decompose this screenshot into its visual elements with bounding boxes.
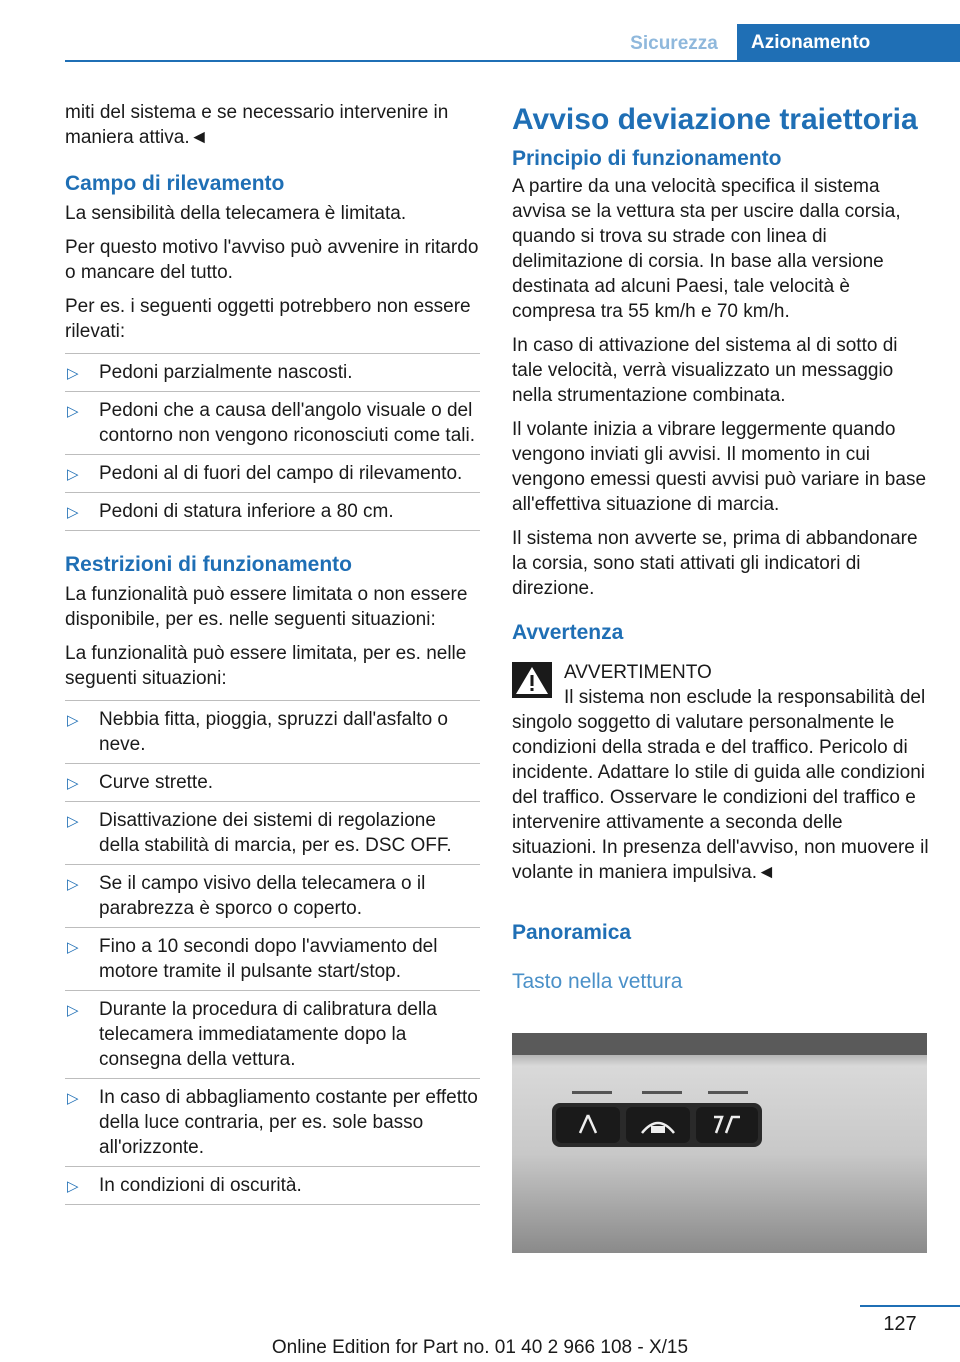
paragraph: In caso di attivazione del sistema al di sotto di tale velocità, verrà visualizzato un messaggio nella strumentazione combinata. (512, 335, 898, 406)
list-item-text: Pedoni che a causa dell'angolo visuale o del contorno non vengono riconosciuti come tali. (99, 400, 476, 446)
paragraph: La funzionalità può essere limitata o non essere disponibile, per es. nelle seguenti situazioni: (65, 584, 468, 630)
list-item (65, 927, 480, 990)
paragraph: Per questo motivo l'avviso può avvenire in ritardo o mancare del tutto. (65, 237, 479, 283)
intro-text: miti del sistema e se necessario intervenire in maniera attiva.◄ (65, 102, 449, 148)
list-item (65, 864, 480, 927)
warning-heading: AVVERTIMENTO (564, 662, 712, 683)
warning-body: Il sistema non esclude la responsabilità del singolo soggetto di valutare personalmente le condizioni della strada e del traffico. Pericolo di incidente. Adattare lo stile di guida alle condizioni del traffico. Osservare le condizioni del traffico e intervenire attivamente a seconda delle situazioni. In presenza dell'avviso, non muovere il volante in maniera impulsiva.◄ (512, 687, 929, 883)
paragraph: A partire da una velocità specifica il sistema avvisa se la vettura sta per uscire dalla corsia, quando si trova su strade con linea di delimitazione di corsia. In base alla versione destinata ad alcuni Paesi, tale velocità è compresa tra 55 km/h e 70 km/h. (512, 176, 901, 322)
list-item (65, 391, 480, 454)
triangle-bullet-icon: ▷ (67, 1178, 79, 1195)
list-item-text: Pedoni di statura inferiore a 80 cm. (99, 501, 394, 522)
section-title-campo: Campo di rilevamento (65, 172, 285, 195)
section-title-tasto: Tasto nella vettura (512, 970, 683, 993)
right-column (512, 100, 932, 999)
triangle-bullet-icon: ▷ (67, 365, 79, 382)
paragraph: Il volante inizia a vibrare leggermente quando vengono inviati gli avvisi. Il momento in cui vengono emessi questi avvisi può variare in base all'effettiva situazione di marcia. (512, 419, 927, 515)
section-title-avvertenza: Avvertenza (512, 621, 624, 644)
list-item-text: In caso di abbagliamento costante per effetto della luce contraria, per es. sole basso all'orizzonte. (99, 1087, 478, 1158)
triangle-bullet-icon: ▷ (67, 712, 79, 729)
list-item (65, 1166, 480, 1205)
paragraph: Per es. i seguenti oggetti potrebbero non essere rilevati: (65, 296, 471, 342)
list-item (65, 990, 480, 1078)
list-item (65, 492, 480, 531)
page-number: 127 (883, 1313, 917, 1335)
triangle-bullet-icon: ▷ (67, 1002, 79, 1019)
triangle-bullet-icon: ▷ (67, 1090, 79, 1107)
list-item-text: Pedoni al di fuori del campo di rilevamento. (99, 463, 463, 484)
section-title-panoramica: Panoramica (512, 921, 632, 944)
paragraph: Il sistema non avverte se, prima di abbandonare la corsia, sono stati attivati gli indicatori di direzione. (512, 528, 918, 599)
button-speed-limit[interactable] (696, 1107, 758, 1143)
section-title-principio: Principio di funzionamento (512, 147, 782, 170)
list-item (65, 700, 480, 763)
list-item (65, 763, 480, 801)
warning-block (512, 660, 932, 685)
list-item-text: Disattivazione dei sistemi di regolazione della stabilità di marcia, per es. DSC OFF. (99, 810, 452, 856)
list-item-text: Curve strette. (99, 772, 214, 793)
list-item (65, 454, 480, 492)
footer-rule (860, 1305, 960, 1307)
triangle-bullet-icon: ▷ (67, 466, 79, 483)
list-item-text: Durante la procedura di calibratura della telecamera immediatamente dopo la consegna della vettura. (99, 999, 437, 1070)
triangle-bullet-icon: ▷ (67, 504, 79, 521)
list-item-text: Fino a 10 secondi dopo l'avviamento del motore tramite il pulsante start/stop. (99, 936, 438, 982)
list-item-text: Se il campo visivo della telecamera o il parabrezza è sporco o coperto. (99, 873, 426, 919)
section-title-restrizioni: Restrizioni di funzionamento (65, 553, 352, 576)
list-item-text: Pedoni parzialmente nascosti. (99, 362, 353, 383)
footer-edition: Online Edition for Part no. 01 40 2 966 108 - X/15 (271, 1337, 689, 1358)
triangle-bullet-icon: ▷ (67, 775, 79, 792)
triangle-bullet-icon: ▷ (67, 876, 79, 893)
warning-triangle-icon (512, 662, 552, 698)
list-item-text: In condizioni di oscurità. (99, 1175, 302, 1196)
list-restrizioni (65, 700, 480, 1205)
list-item-text: Nebbia fitta, pioggia, spruzzi dall'asfalto o neve. (99, 709, 448, 755)
button-collision-warning[interactable] (626, 1107, 690, 1143)
tab-sicurezza[interactable]: Sicurezza (630, 33, 718, 54)
paragraph: La funzionalità può essere limitata, per es. nelle seguenti situazioni: (65, 643, 467, 689)
tab-azionamento[interactable]: Azionamento (737, 24, 960, 62)
paragraph: La sensibilità della telecamera è limitata. (65, 203, 407, 224)
list-item (65, 1078, 480, 1166)
list-item (65, 801, 480, 864)
triangle-bullet-icon: ▷ (67, 403, 79, 420)
triangle-bullet-icon: ▷ (67, 939, 79, 956)
page-title: Avviso deviazione traiettoria (512, 103, 918, 136)
lane-departure-button-photo (512, 1033, 927, 1253)
left-column (65, 100, 480, 1205)
button-lane-warning[interactable] (556, 1107, 620, 1143)
warning-text (512, 685, 932, 885)
triangle-bullet-icon: ▷ (67, 813, 79, 830)
list-item (65, 353, 480, 391)
list-campo (65, 353, 480, 531)
